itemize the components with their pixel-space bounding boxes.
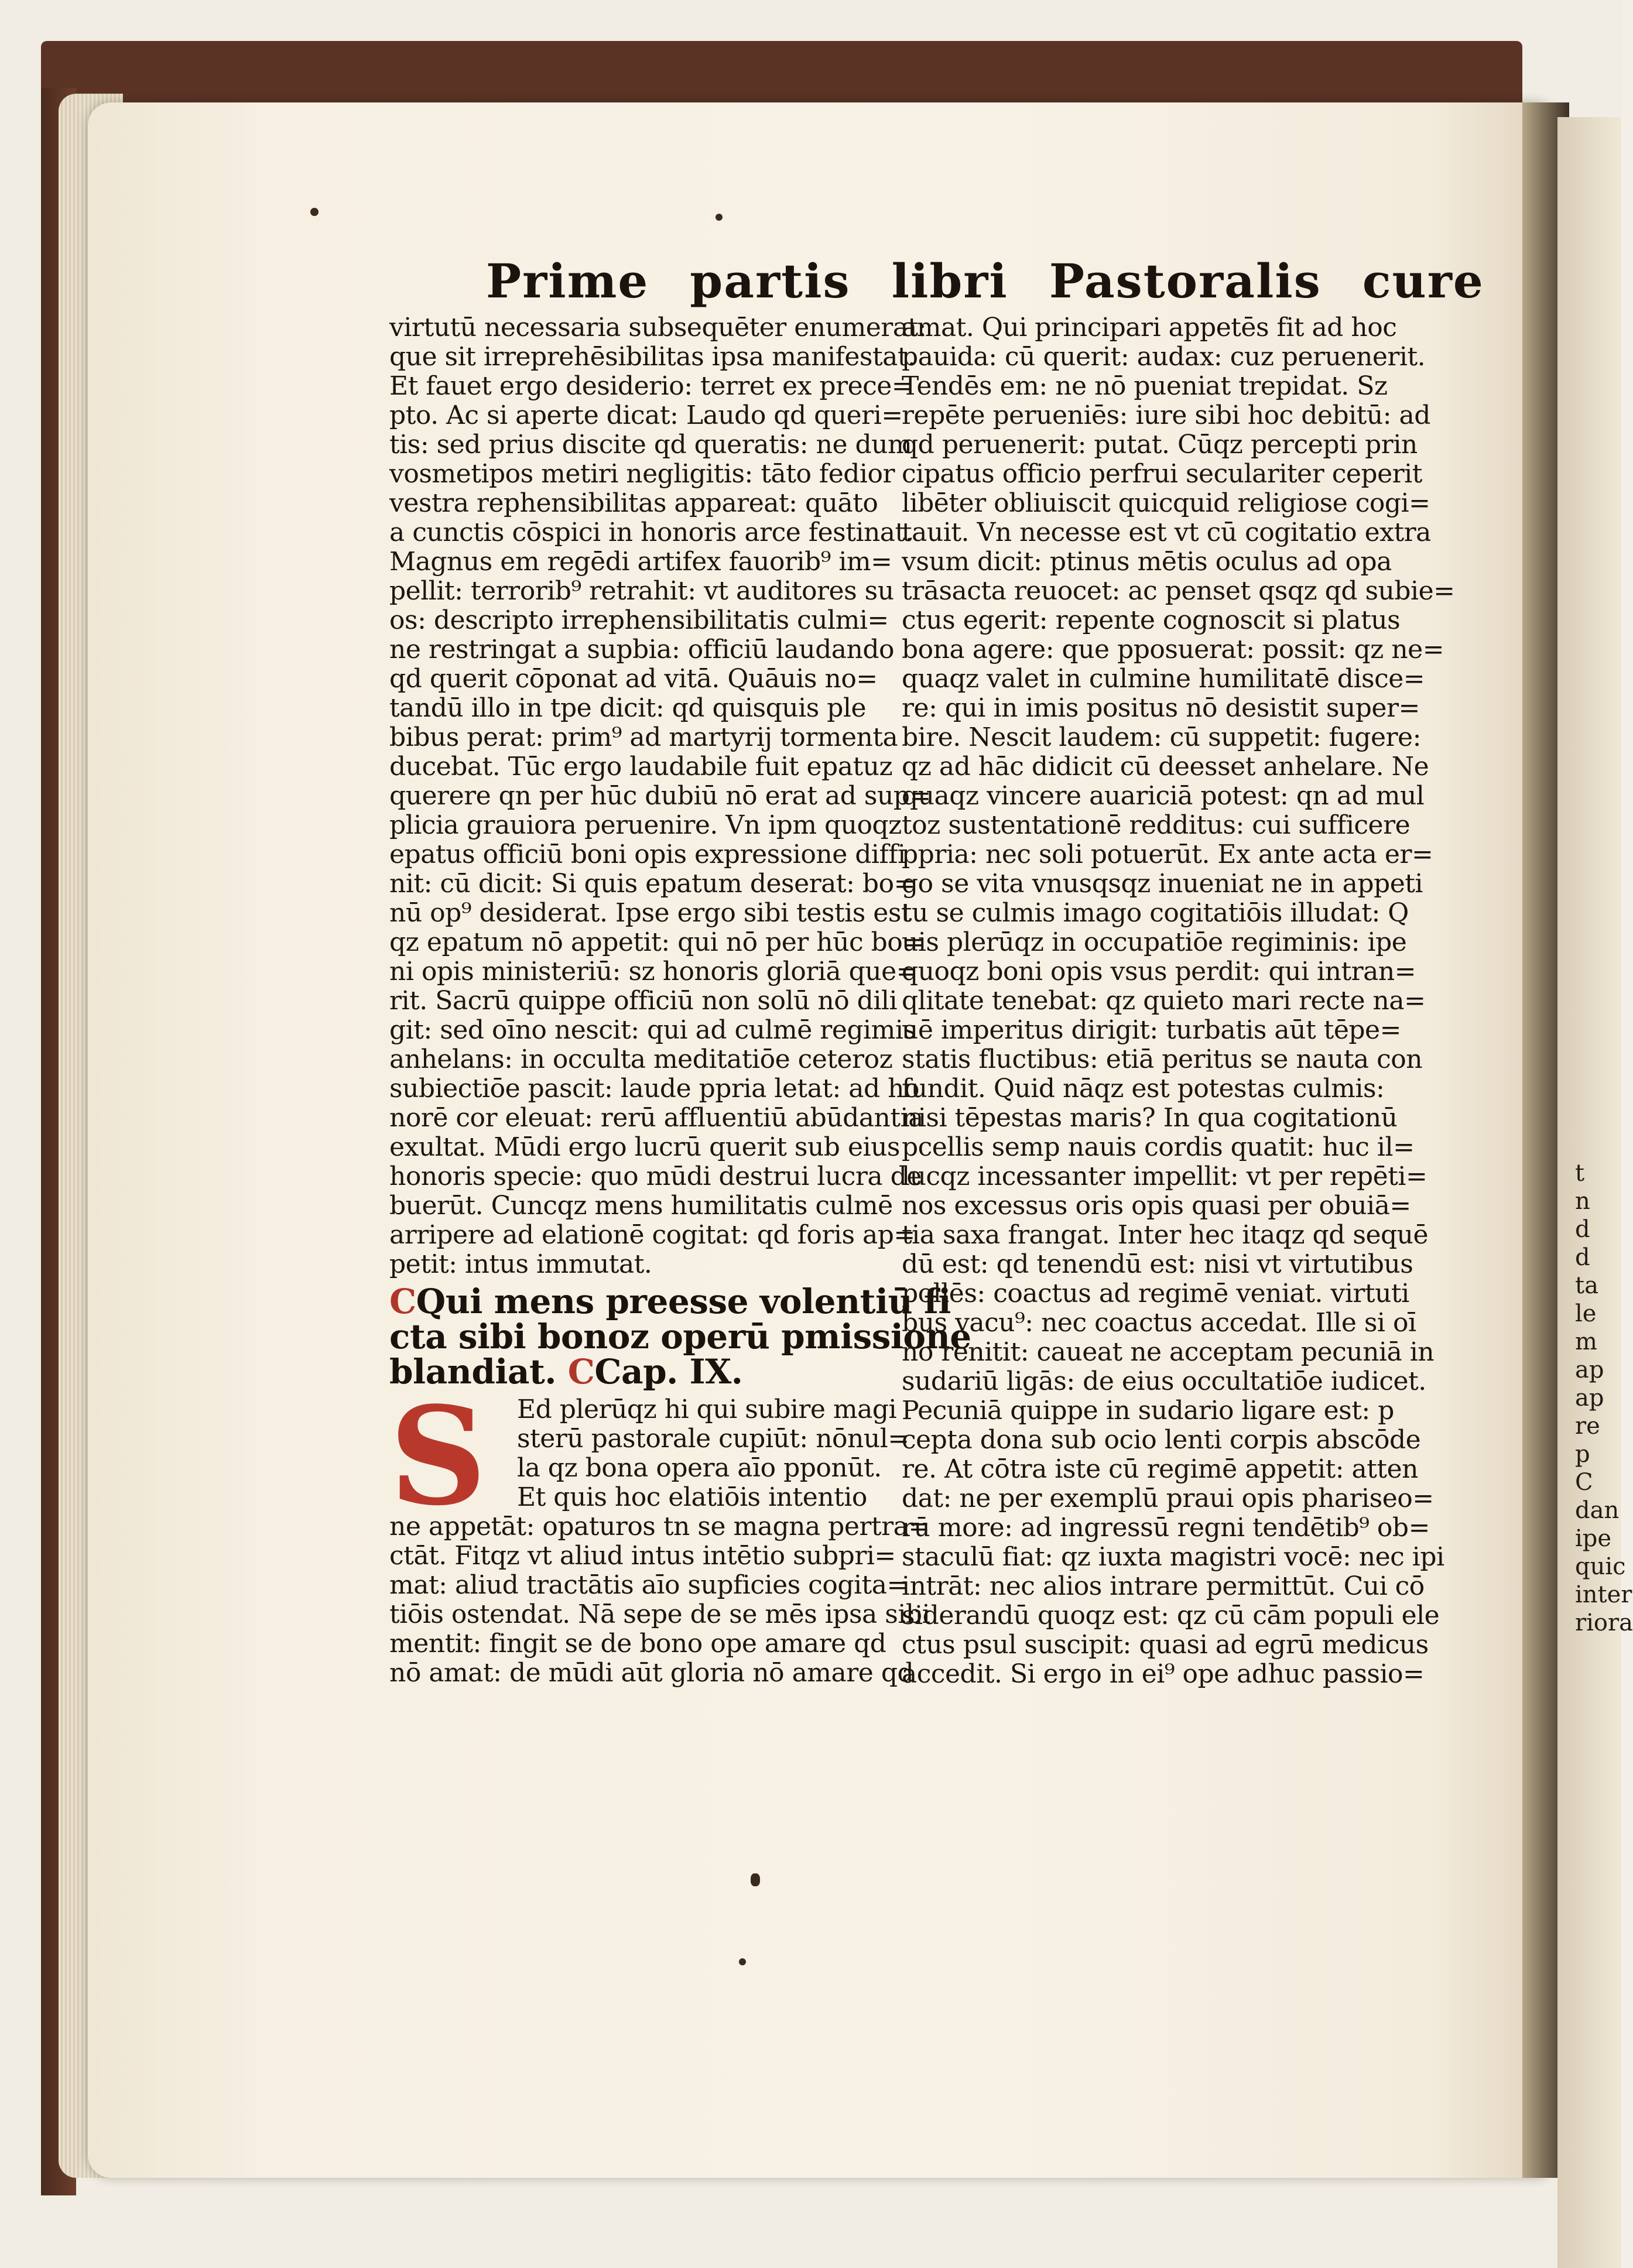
text-line: qd querit cōponat ad vitā. Quāuis no= — [389, 664, 878, 694]
text-line: intrāt: nec alios intrare permittūt. Cui cō — [902, 1571, 1425, 1601]
header-word: Pastoralis — [1049, 253, 1322, 309]
page-mark — [310, 208, 319, 216]
text-line: nisi tēpestas maris? In qua cogitationū — [902, 1103, 1398, 1133]
text-line: riora — [1575, 1609, 1633, 1636]
text-line: accedit. Si ergo in ei⁹ ope adhuc passio= — [902, 1659, 1425, 1689]
text-line: pollēs: coactus ad regimē veniat. virtuti — [902, 1279, 1409, 1308]
text-line: vestra rephensibilitas appareat: quāto — [389, 488, 878, 518]
text-line: amat. Qui principari appetēs fit ad hoc — [902, 313, 1397, 342]
text-line: go se vita vnusqsqz inueniat ne in appeti — [902, 869, 1423, 899]
text-line: ctus psul suscipit: quasi ad egrū medicus — [902, 1630, 1429, 1660]
text-line: petit: intus immutat. — [389, 1249, 652, 1279]
header-word: cure — [1362, 253, 1484, 309]
chapter-heading — [389, 1282, 971, 1392]
text-line: qz epatum nō appetit: qui nō per hūc bo= — [389, 927, 924, 957]
text-line: arripere ad elationē cogitat: qd foris ap= — [389, 1220, 915, 1250]
recto-page-fragments — [1575, 1159, 1633, 1637]
text-line: bibus perat: prim⁹ ad martyrij tormenta — [389, 722, 898, 752]
chapter-number: Cap. IX. — [594, 1352, 743, 1392]
text-line: Pecuniā quippe in sudario ligare est: p — [902, 1396, 1394, 1426]
text-line: ne appetāt: opaturos tn se magna pertra= — [389, 1512, 930, 1541]
text-line: tia saxa frangat. Inter hec itaqz qd sequē — [902, 1220, 1429, 1250]
text-line: d — [1575, 1216, 1590, 1243]
page-mark — [739, 1958, 746, 1965]
text-line: ni opis ministeriū: sz honoris gloriā que= — [389, 957, 918, 986]
text-line: Et quis hoc elatiōis intentio — [517, 1482, 867, 1512]
text-line: mat: aliud tractātis aīo supficies cogita= — [389, 1570, 908, 1600]
text-line: norē cor eleuat: rerū affluentiū abūdantia — [389, 1103, 923, 1133]
rubric-initial: C — [389, 1282, 416, 1321]
header-word: Prime — [486, 253, 649, 309]
text-line: os: descripto irrephensibilitatis culmi= — [389, 605, 889, 635]
text-line: dan — [1575, 1497, 1620, 1524]
text-line: p — [1575, 1441, 1590, 1468]
text-line: bus vacu⁹: nec coactus accedat. Ille si oī — [902, 1308, 1416, 1338]
text-line: anhelans: in occulta meditatiōe ceteroz — [389, 1044, 893, 1074]
text-line: pto. Ac si aperte dicat: Laudo qd queri= — [389, 400, 903, 430]
text-line: tu se culmis imago cogitatiōis illudat: Q — [902, 898, 1409, 928]
left-column-tail-lines — [389, 1512, 930, 1688]
text-line: nō amat: de mūdi aūt gloria nō amare qd — [389, 1658, 914, 1688]
text-line: libēter obliuiscit quicquid religiose cogi= — [902, 488, 1430, 518]
text-line: buerūt. Cuncqz mens humilitatis culmē — [389, 1191, 893, 1221]
text-line: Tendēs em: ne nō pueniat trepidat. Sz — [902, 371, 1388, 401]
text-line: vsum dicit: ptinus mētis oculus ad opa — [902, 547, 1392, 577]
text-line: m — [1575, 1328, 1597, 1355]
text-line: cipatus officio perfrui seculariter ceperit — [902, 459, 1422, 489]
chapter-title-line: blandiat. CCap. IX. — [389, 1352, 743, 1392]
text-line: la qz bona opera aīo pponūt. — [517, 1453, 882, 1483]
text-line: fundit. Quid nāqz est potestas culmis: — [902, 1074, 1385, 1104]
text-line: staculū fiat: qz iuxta magistri vocē: nec ipi — [902, 1542, 1444, 1572]
text-line: re: qui in imis positus nō desistit super= — [902, 693, 1420, 723]
text-line: ta — [1575, 1272, 1598, 1299]
text-line: d — [1575, 1244, 1590, 1271]
right-text-column — [902, 313, 1455, 1689]
chapter-title-line: cta sibi bonoz operū pmissione — [389, 1317, 971, 1356]
text-line: ducebat. Tūc ergo laudabile fuit epatuz — [389, 752, 893, 782]
page-mark — [715, 214, 723, 221]
text-line: plicia grauiora peruenire. Vn ipm quoqz — [389, 810, 902, 840]
decorated-initial — [389, 1378, 512, 1536]
text-line: le — [1575, 1300, 1597, 1327]
text-line: lucqz incessanter impellit: vt per repēti= — [902, 1162, 1427, 1191]
text-line: quaqz valet in culmine humilitatē disce= — [902, 664, 1425, 694]
text-line: vosmetipos metiri negligitis: tāto fedior — [389, 459, 895, 489]
text-line: honoris specie: quo mūdi destrui lucra de — [389, 1162, 922, 1191]
text-line: epatus officiū boni opis expressione diffi — [389, 840, 906, 869]
text-line: nos excessus oris opis quasi per obuiā= — [902, 1191, 1411, 1221]
text-line: ctāt. Fitqz vt aliud intus intētio subpri= — [389, 1541, 896, 1571]
text-line: toz sustentationē redditus: cui sufficere — [902, 810, 1411, 840]
text-line: t — [1575, 1160, 1585, 1187]
text-line: qd peruenerit: putat. Cūqz percepti prin — [902, 430, 1418, 460]
text-line: tiōis ostendat. Nā sepe de se mēs ipsa sibi — [389, 1599, 930, 1629]
text-line: uē imperitus dirigit: turbatis aūt tēpe= — [902, 1015, 1401, 1045]
text-line: mentit: fingit se de bono ope amare qd — [389, 1629, 886, 1659]
text-line: bona agere: que pposuerat: possit: qz ne= — [902, 635, 1444, 664]
text-line: tis: sed prius discite qd queratis: ne dum — [389, 430, 912, 460]
text-line: sudariū ligās: de eius occultatiōe iudicet. — [902, 1366, 1426, 1396]
text-line: bire. Nescit laudem: cū suppetit: fugere: — [902, 722, 1421, 752]
text-line: virtutū necessaria subsequēter enumerat: — [389, 313, 926, 342]
text-line: rū more: ad ingressū regni tendētib⁹ ob= — [902, 1513, 1430, 1543]
text-line: pauida: cū querit: audax: cuz peruenerit. — [902, 342, 1426, 372]
text-line: ap — [1575, 1385, 1604, 1411]
text-line: Magnus em regēdi artifex fauorib⁹ im= — [389, 547, 892, 577]
text-line: sterū pastorale cupiūt: nōnul= — [517, 1424, 909, 1454]
header-word: partis — [690, 253, 851, 309]
text-line: dū est: qd tenendū est: nisi vt virtutibus — [902, 1249, 1413, 1279]
text-line: a cunctis cōspici in honoris arce festinat. — [389, 518, 913, 547]
text-line: ap — [1575, 1356, 1604, 1383]
text-line: git: sed oīno nescit: qui ad culmē regimis — [389, 1015, 916, 1045]
rubric-paragraph-mark: C — [567, 1352, 595, 1392]
text-line: re. At cōtra iste cū regimē appetit: atten — [902, 1454, 1418, 1484]
text-line: ctus egerit: repente cognoscit si platus — [902, 605, 1401, 635]
text-line: ipe — [1575, 1525, 1612, 1552]
page-mark — [751, 1873, 760, 1886]
book-cover-top-edge — [41, 41, 1522, 111]
left-column-lines — [389, 313, 931, 1279]
text-line: qlitate tenebat: qz quieto mari recte na= — [902, 986, 1426, 1016]
text-line: cepta dona sub ocio lenti corpis abscōde — [902, 1425, 1421, 1455]
text-line: qz ad hāc didicit cū deesset anhelare. Ne — [902, 752, 1429, 782]
text-line: subiectiōe pascit: laude ppria letat: ad ho — [389, 1074, 920, 1104]
text-line: quaqz vincere auariciā potest: qn ad mul — [902, 781, 1425, 811]
text-line: no renitit: caueat ne acceptam pecuniā in — [902, 1337, 1435, 1367]
text-line: que sit irreprehēsibilitas ipsa manifestat. — [389, 342, 916, 372]
text-line: uis plerūqz in occupatiōe regiminis: ipe — [902, 927, 1407, 957]
text-line: re — [1575, 1413, 1600, 1440]
text-line: pcellis semp nauis cordis quatit: huc il= — [902, 1132, 1415, 1162]
text-line: n — [1575, 1188, 1590, 1215]
text-line: nū op⁹ desiderat. Ipse ergo sibi testis est — [389, 898, 912, 928]
text-line: quic — [1575, 1553, 1626, 1580]
initial-letter: S — [389, 1378, 487, 1536]
text-line: ne restringat a supbia: officiū laudando — [389, 635, 894, 664]
right-column-lines — [902, 313, 1455, 1689]
text-line: statis fluctibus: etiā peritus se nauta con — [902, 1044, 1423, 1074]
text-line: rit. Sacrū quippe officiū non solū nō dili — [389, 986, 898, 1016]
text-line: tauit. Vn necesse est vt cū cogitatio extra — [902, 518, 1431, 547]
text-line: quoqz boni opis vsus perdit: qui intran= — [902, 957, 1416, 986]
chapter-title-line: CQui mens preesse volentiū fi — [389, 1282, 951, 1321]
text-line: siderandū quoqz est: qz cū cām populi ele — [902, 1601, 1440, 1630]
text-line: nit: cū dicit: Si quis epatum deserat: bo= — [389, 869, 915, 899]
text-line: tandū illo in tpe dicit: qd quisquis ple — [389, 693, 867, 723]
text-line: exultat. Mūdi ergo lucrū querit sub eius — [389, 1132, 900, 1162]
left-text-column — [389, 313, 971, 1688]
text-line: trāsacta reuocet: ac penset qsqz qd subie= — [902, 576, 1455, 606]
text-line: pellit: terrorib⁹ retrahit: vt auditores su — [389, 576, 894, 606]
text-line: querere qn per hūc dubiū nō erat ad sup= — [389, 781, 931, 811]
text-line: repēte perueniēs: iure sibi hoc debitū: ad — [902, 400, 1430, 430]
text-line: ppria: nec soli potuerūt. Ex ante acta er= — [902, 840, 1433, 869]
header-word: libri — [891, 253, 1008, 309]
text-line: Ed plerūqz hi qui subire magi — [517, 1395, 897, 1424]
text-line: dat: ne per exemplū praui opis phariseo= — [902, 1484, 1434, 1513]
text-line: inter — [1575, 1581, 1632, 1608]
running-header — [486, 246, 1484, 316]
text-line: Et fauet ergo desiderio: terret ex prece= — [389, 371, 913, 401]
text-line: C — [1575, 1469, 1593, 1496]
